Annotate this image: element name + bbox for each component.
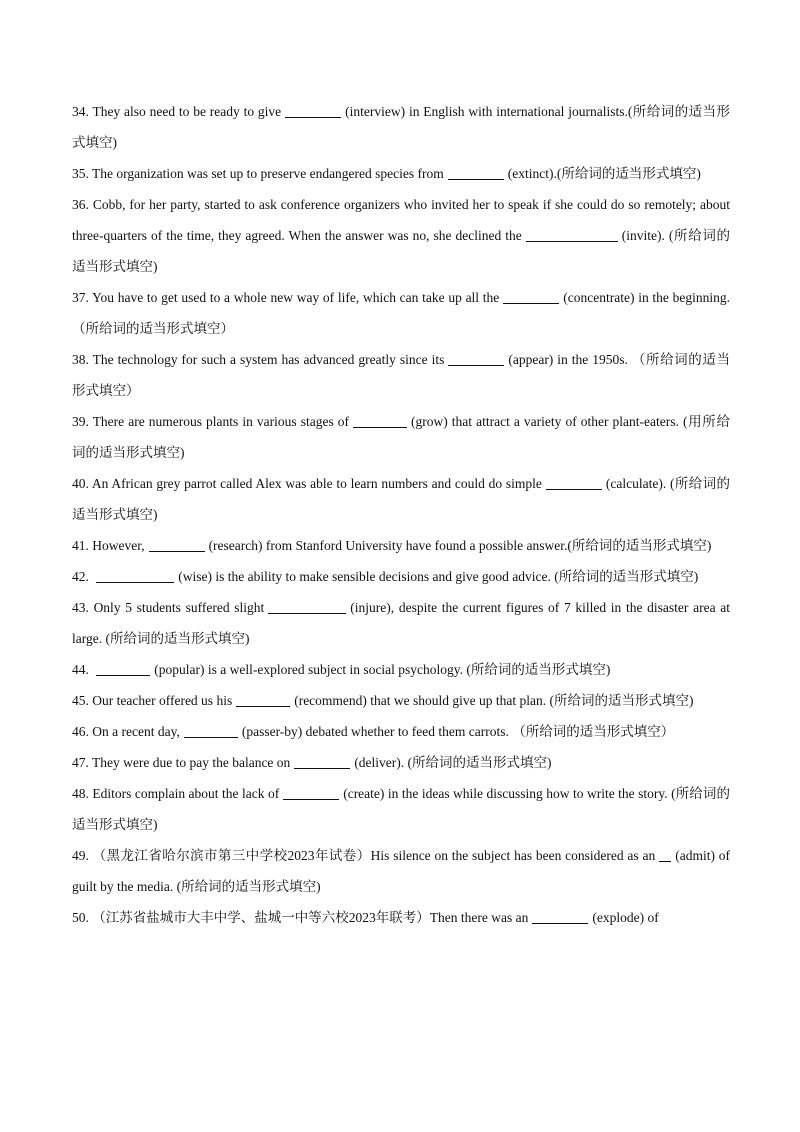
question-37 — [72, 282, 730, 344]
question-text: (extinct).(所给词的适当形式填空) — [507, 166, 701, 181]
question-number: 43. — [72, 600, 89, 615]
question-text: On a recent day, — [92, 724, 180, 739]
answer-blank[interactable] — [448, 165, 504, 180]
question-number: 47. — [72, 755, 89, 770]
question-text: The technology for such a system has advanced greatly since its — [92, 352, 445, 367]
answer-blank[interactable] — [532, 909, 588, 924]
question-40 — [72, 468, 730, 530]
question-number: 46. — [72, 724, 89, 739]
answer-blank[interactable] — [184, 723, 238, 738]
question-text: (create) in the ideas while discussing how to write the story. (所给词的适当形式填空) — [72, 786, 731, 832]
answer-blank[interactable] — [353, 413, 407, 428]
question-46 — [72, 716, 730, 747]
answer-blank[interactable] — [268, 599, 346, 614]
question-number: 38. — [72, 352, 89, 367]
question-text: (concentrate) in the beginning. （所给词的适当形式填空） — [72, 290, 731, 336]
answer-blank[interactable] — [526, 227, 618, 242]
question-text: (deliver). (所给词的适当形式填空) — [354, 755, 552, 770]
question-number: 39. — [72, 414, 89, 429]
question-text: (passer-by) debated whether to feed them carrots. （所给词的适当形式填空） — [241, 724, 675, 739]
question-number: 50. — [72, 910, 89, 925]
question-text: An African grey parrot called Alex was able to learn numbers and could do simple — [91, 476, 542, 491]
question-35 — [72, 158, 730, 189]
answer-blank[interactable] — [294, 754, 350, 769]
answer-blank[interactable] — [236, 692, 290, 707]
question-45 — [72, 685, 730, 716]
question-text: The organization was set up to preserve endangered species from — [92, 166, 444, 181]
question-text: (grow) that attract a variety of other plant-eaters. (用所给词的适当形式填空) — [72, 414, 730, 460]
question-text: (interview) in English with international journalists.(所给词的适当形式填空) — [72, 104, 730, 150]
question-text: However, — [92, 538, 145, 553]
question-text: （江苏省盐城市大丰中学、盐城一中等六校2023年联考）Then there was an — [92, 910, 529, 925]
question-41 — [72, 530, 730, 561]
question-text: (explode) of — [592, 910, 659, 925]
question-36 — [72, 189, 730, 282]
question-text: They were due to pay the balance on — [92, 755, 291, 770]
answer-blank[interactable] — [149, 537, 205, 552]
question-text: (popular) is a well-explored subject in social psychology. (所给词的适当形式填空) — [154, 662, 611, 677]
question-text: Cobb, for her party, started to ask conference organizers who invited her to speak if she could do so remotely; about three-quarters of the time, they agreed. When the answer was no, she declined the — [72, 197, 731, 243]
question-text: (recommend) that we should give up that plan. (所给词的适当形式填空) — [294, 693, 694, 708]
answer-blank[interactable] — [503, 289, 559, 304]
question-number: 45. — [72, 693, 89, 708]
question-number: 42. — [72, 569, 89, 584]
question-number: 37. — [72, 290, 89, 305]
question-number: 34. — [72, 104, 89, 119]
question-42 — [72, 561, 730, 592]
question-number: 49. — [72, 848, 89, 863]
answer-blank[interactable] — [448, 351, 504, 366]
question-text: Editors complain about the lack of — [92, 786, 280, 801]
question-text: （黑龙江省哈尔滨市第三中学校2023年试卷）His silence on the subject has been considered as an — [92, 848, 656, 863]
question-44 — [72, 654, 730, 685]
question-text: (research) from Stanford University have found a possible answer.(所给词的适当形式填空) — [208, 538, 712, 553]
question-text: There are numerous plants in various stages of — [92, 414, 349, 429]
question-text: (injure), despite the current figures of 7 killed in the disaster area at large. (所给词的适当形式填空) — [72, 600, 730, 646]
answer-blank[interactable] — [96, 568, 174, 583]
question-text: Only 5 students suffered slight — [93, 600, 265, 615]
question-47 — [72, 747, 730, 778]
answer-blank[interactable] — [659, 847, 671, 862]
question-text: (calculate). (所给词的适当形式填空) — [72, 476, 730, 522]
question-number: 44. — [72, 662, 89, 677]
question-text: (appear) in the 1950s. （所给词的适当形式填空） — [72, 352, 730, 398]
question-text: (invite). (所给词的适当形式填空) — [72, 228, 731, 274]
question-text: (wise) is the ability to make sensible decisions and give good advice. (所给词的适当形式填空) — [178, 569, 699, 584]
question-number: 40. — [72, 476, 89, 491]
question-38 — [72, 344, 730, 406]
question-50 — [72, 902, 730, 933]
question-text: You have to get used to a whole new way of life, which can take up all the — [92, 290, 500, 305]
question-number: 41. — [72, 538, 89, 553]
question-49 — [72, 840, 730, 902]
question-34 — [72, 96, 730, 158]
answer-blank[interactable] — [96, 661, 150, 676]
question-text: They also need to be ready to give — [92, 104, 282, 119]
question-number: 35. — [72, 166, 89, 181]
question-number: 36. — [72, 197, 89, 212]
question-43 — [72, 592, 730, 654]
question-39 — [72, 406, 730, 468]
question-text: (admit) of guilt by the media. (所给词的适当形式填空) — [72, 848, 730, 894]
question-48 — [72, 778, 730, 840]
answer-blank[interactable] — [285, 103, 341, 118]
answer-blank[interactable] — [283, 785, 339, 800]
question-text: Our teacher offered us his — [92, 693, 233, 708]
answer-blank[interactable] — [546, 475, 602, 490]
question-number: 48. — [72, 786, 89, 801]
